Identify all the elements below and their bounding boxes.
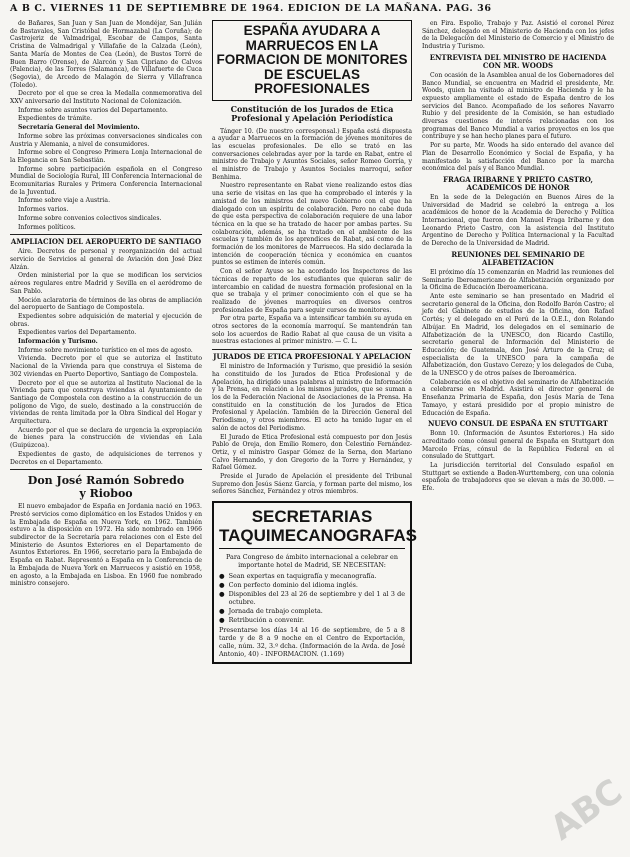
sobredo-heading-line: Don José Ramón Sobredo [27, 474, 185, 488]
bullet-icon: ● [219, 616, 225, 625]
list-item [219, 607, 405, 615]
consul-paragraph: La jurisdicción territorial del Consulado español en Stuttgart se extiende a Baden-Wurttemberg, con una colonia española de trabajadores que se elevan a más de 30.000. — Efe. [422, 462, 614, 493]
divider [10, 469, 202, 470]
aeropuerto-paragraph: Aire. Decretos de personal y reorganización del actual servicio de Servicios al general de Aviación don José Díez Alzán. [10, 248, 202, 271]
article-paragraph: Tánger 10. (De nuestro corresponsal.) España está dispuesta a ayudar a Marruecos en la formación de jóvenes monitores de las escuelas profesionales. De ello se trató en las conversaciones celebradas ayer por la tarde en Rabat, entre el ministro de Trabajo y Asuntos Sociales, señor Romeo Gorría, y el ministro de Trabajo y Asuntos Sociales marroquí, señor Benhima. [212, 127, 412, 181]
jurados-paragraph: El ministro de Información y Turismo, que presidió la sesión ha constituido de los Jurados de Etica Profesional y de Apelación, ha dirigido unas palabras al ministro de Información y la Prensa, en relación a los mismos jurados, que se suman a los de la Federación Nacional de Asociaciones de la Prensa. Ha constituido en la constitución de los Jurados de Etica Profesional y Apelación. También de la Dirección General del Periodismo, y otros miembros. El acto ha tenido lugar en el salón de actos del Periodismo. [212, 363, 412, 432]
page-header: A B C. VIERNES 11 DE SEPTIEMBRE DE 1964. EDICION DE LA MAÑANA. PAG. 36 [10, 3, 492, 14]
abc-watermark: ABC [543, 771, 630, 849]
politicos-paragraph: Informes políticos. [18, 223, 76, 231]
bullet-icon: ● [219, 590, 225, 599]
informacion-paragraph: Informe sobre movimiento turístico en el mes de agosto. [18, 346, 193, 354]
bullet-icon: ● [219, 572, 225, 581]
ad-item-text: Con perfecto dominio del idioma inglés. [228, 581, 358, 590]
jurados-paragraph: Preside el Jurado de Apelación el presidente del Tribunal Supremo don Jesús Sáenz García, y forman parte del mismo, los señores Sánchez, Fernández y otros miembros. [212, 473, 412, 496]
list-item [219, 616, 405, 624]
fraga-heading: FRAGA IRIBARNE Y PRIETO CASTRO, ACADEMICOS DE HONOR [443, 174, 593, 192]
cortes-paragraph: Informe sobre convenios colectivos sindicales. [18, 214, 162, 222]
ad-title: SECRETARIAS TAQUIMECANOGRAFAS [219, 507, 405, 549]
alfabetizacion-paragraph: El próximo día 15 comenzarán en Madrid las reuniones del Seminario Iberoamericano de Alfabetización organizado por la Oficina de Educación Iberoamericana. [422, 268, 614, 292]
ad-item-text: Retribución a convenir. [228, 616, 304, 625]
bullet-icon: ● [219, 581, 225, 590]
column-3 [422, 20, 614, 852]
informacion-paragraph: Vivienda. Decreto por el que se autoriza el Instituto Nacional de la Vivienda para que construya el Sistema de 302 viviendas en Puerto Deportivo, Santiago de Compostela. [10, 355, 202, 378]
jurados-heading: JURADOS DE ETICA PROFESIONAL Y APELACION [213, 352, 411, 362]
column-1 [10, 20, 202, 852]
alfabetizacion-paragraph: Ante este seminario se han presentado en Madrid el secretario general de la Oficina, don Rodolfo Barón Castro; el jefe del Gabinete de estudios de la Oficina, don Rafael Cortés; y el delegado en el Perú de la O.E.I., don Rolando Albújar. En Madrid, los delegados en el seminario de Alfabetización de la UNESCO, don Ricardo Castillo, secretario general de Información del Ministerio de Educación; de Guatemala, don José Arturo de la Cruz; el especialista de la UNESCO para la campaña de Alfabetización, don Gustavo Cerezo; y los delegados de Cuba, de la UNESCO y de otros países de Iberoamérica. [422, 292, 614, 378]
main-headline: ESPAÑA AYUDARA A MARRUECOS EN LA FORMACION DE MONITORES DE ESCUELAS PROFESIONALES [212, 20, 412, 101]
aeropuerto-paragraph: Orden ministerial por la que se modifican los servicios aéreos regulares entre Madrid y Sevilla en el aeródromo de San Pablo. [10, 272, 202, 295]
list-item [219, 581, 405, 589]
intro-paragraph: Expedientes de trámite. [18, 115, 93, 123]
alfabetizacion-heading: REUNIONES DEL SEMINARIO DE ALFABETIZACION [451, 249, 585, 267]
ad-item-text: Jornada de trabajo completa. [228, 607, 323, 616]
intro-paragraph: de Bañares, San Juan y San Juan de Mondéjar, San Julián de Bastavales, San Cristóbal de Hormazabal (La Coruña); de Castrojeriz de Valmadrigal, Escobar de Campos, Santa Cristina de Valmadrigal y Villafañe de la Calzada (León), Santa María de Montes de Cea (León), de Bustos Torré de Buen Barro (Orense), de Alarcón y San Cipriano de Calvos (Palencia), de las Torres (Salamanca), de Villafuerte de Cuca (Segovia), de Arcedo de Malagón de Sierra y Villafranca (Toledo). [10, 20, 202, 89]
movimiento-paragraph: Informe sobre viaje a Austria. [18, 197, 111, 205]
informacion-heading: Información y Turismo. [18, 338, 98, 346]
ad-item-text: Disponibles del 23 al 26 de septiembre y del 1 al 3 de octubre. [228, 590, 405, 607]
movimiento-paragraph: Informes varios. [18, 206, 69, 214]
aeropuerto-paragraph: Expedientes sobre adquisición de material y ejecución de obras. [10, 312, 202, 328]
consul-paragraph: Bonn 10. (Información de Asuntos Exteriores.) Ha sido acreditado como cónsul general de España en Stuttgart don Marcelo Frías, cónsul de la República Federal en el consulado de Stuttgart. [422, 430, 614, 461]
divider [212, 349, 412, 350]
top-paragraph: en Fira. Espolio, Trabajo y Paz. Asistió el coronel Pérez Sánchez, delegado en el Ministerio de Hacienda con los jefes de la Delegación del Ministerio de Comercio y el Ministro de Industria y Turismo. [422, 20, 614, 51]
sobredo-paragraph: El nuevo embajador de España en Jordania nació en 1963. Prestó servicios como diplomático en los Estados Unidos y en la Embajada de España en Nueva York, en 1962. También estuvo a la disposición en 1972. Ha sido nombrado en 1966 subdirector de la Secretaría para relaciones con el Este del Ministerio de Asuntos Exteriores en el Departamento de Asuntos Exteriores. En 1966, secretario para la Embajada de España en Rabat. Representó a España en la Conferencia de la Embajada de Nueva York en Marruecos y asistió en 1958, en agosto, a la Embajada en Lisboa. En 1960 fue nombrado ministro consejero. [10, 503, 202, 588]
movimiento-paragraph: Informe sobre el Congreso Primera Lonja Internacional de la Elegancia en San Sebastián. [10, 149, 202, 164]
movimiento-heading: Secretaría General del Movimiento. [18, 124, 140, 132]
consul-heading: NUEVO CONSUL DE ESPAÑA EN STUTTGART [428, 419, 608, 429]
sobredo-heading [10, 474, 202, 500]
jurados-paragraph: El Jurado de Etica Profesional está compuesto por don Jesús Pablo de Oreja, don Emilio Romero, don Celestino Fernández-Ortiz, y el ministro Gaspar Gómez de la Serna, don Mariano Calvo Hernando, y don Gregorio de la Torre y Hernández, y Rafael Gómez. [212, 433, 412, 472]
classified-ad [212, 501, 418, 664]
ad-item-text: Sean expertas en taquigrafía y mecanografía. [228, 572, 377, 581]
ad-intro: Para Congreso de ámbito internacional a celebrar en importante hotel de Madrid, SE NECESITAN: [226, 553, 398, 570]
aeropuerto-paragraph: Moción aclaratoria de términos de las obras de ampliación del aeropuerto de Santiago de Compostela. [10, 296, 202, 312]
alfabetizacion-paragraph: Colaboración es el objetivo del seminario de Alfabetización a celebrarse en Madrid. Asistirá el director general de Enseñanza Primaria de España, don Jesús María de Tena Tamayo, y estará presidido por el propio ministro de Educación de España. [422, 378, 614, 417]
ad-requirements-list [219, 572, 405, 624]
article-paragraph: Por otra parte, España va a intensificar también su ayuda en otros sectores de la economía marroquí. Se mantendrán tan solo los acuerdos de Radio Rabat al que causa de un visita a nuestras estaciones al primer ministro. — C. L. [212, 315, 412, 346]
divider [10, 234, 202, 235]
informacion-paragraph: Decreto por el que se autoriza al Instituto Nacional de la Vivienda para que construya viviendas al Ayuntamiento de Santiago de Compostela con destino a la construcción de un polígono de Vigo, de suelo, destinado a la construcción de viviendas de renta limitada por la Obra Sindical del Hogar y Arquitectura. [10, 379, 202, 426]
intro-paragraph: Informe sobre asuntos varios del Departamento. [18, 106, 168, 114]
column-2 [212, 20, 418, 852]
sobredo-heading-line: y Rioboo [79, 487, 133, 501]
intro-paragraph: Decreto por el que se crea la Medalla conmemorativa del XXV aniversario del Instituto Nacional de Colonización. [10, 90, 202, 106]
main-subtitle: Constitución de los Jurados de Etica Profesional y Apelación Periodística [230, 103, 394, 123]
woods-heading: ENTREVISTA DEL MINISTRO DE HACIENDA CON MR. WOODS [429, 52, 607, 70]
bullet-icon: ● [219, 607, 225, 616]
article-paragraph: Con el señor Ayuso se ha acordado los Inspectores de las técnicas de reparto de los estudiantes que quieran salir de intercambio en calidad de nuestra formación profesional en la que se trabaja y el primer conocimiento con el que se ha realizado de jóvenes marroquíes en diversos centros profesionales de España para seguir cursos de monitores. [212, 268, 412, 314]
informacion-paragraph: Acuerdo por el que se declara de urgencia la expropiación de bienes para la construcción de viviendas en Lala (Guipúzcoa). [10, 426, 202, 450]
list-item [219, 590, 405, 606]
list-item [219, 572, 405, 580]
informacion-paragraph: Expedientes de gasto, de adquisiciones de terrenos y Decretos en el Departamento. [10, 450, 202, 466]
aeropuerto-paragraph: Expedientes varios del Departamento. [18, 329, 137, 337]
ad-contact: Presentarse los días 14 al 16 de septiembre, de 5 a 8 tarde y de 8 a 9 noche en el Centro de Exportación, calle, núm. 32, 3.º dcha. (Información de la Avda. de José Antonio, 40) - INFORMACION. (1.169) [219, 626, 405, 659]
woods-paragraph: Con ocasión de la Asamblea anual de los Gobernadores del Banco Mundial, se encuentra en Madrid el presidente, Mr. Woods, quien ha visitado al ministro de Hacienda y le ha expuesto ampliamente el estado de España dentro de los servicios del Banco. Acompañado de los señores Navarro Rubio y del presidente de la Comisión, se han estudiado diversas cuestiones de interés relacionadas con los programas del Banco Mundial a varios proyectos en los que contribuye y se han hecho planes para el futuro. [422, 71, 614, 141]
aeropuerto-heading: AMPLIACION DEL AEROPUERTO DE SANTIAGO [10, 237, 202, 247]
woods-paragraph: Por su parte, Mr. Woods ha sido enterado del avance del Plan de Desarrollo Económico y Social de España, y ha manifestado la satisfacción del Banco por la marcha económica del país y el Banco Mundial. [422, 142, 614, 173]
article-paragraph: Nuestro representante en Rabat viene realizando estos días una serie de visitas en las que ha comprobado el interés y la amistad de los ministros del nuevo Gobierno con el que ha dialogado con un espíritu de colaboración. Pero no cabe duda de que esta perspectiva de colaboración requiere de una labor técnica en la que se ha tratado de hacer por ambas partes. Su colaboración, además, se ha tratado en el ambiente de las escuelas y también de los aprendices de Rabat, así como de la formación de los monitores de Marruecos. Ha sido declarada la intención de cooperación técnica y económica en cuantos puntos se estimen de interés común. [212, 182, 412, 267]
movimiento-paragraph: Informe sobre participación española en el Congreso Mundial de Sociología Rural, III Conferencia Internacional de Ecomunitarias Rurales y Primera Conferencia Internacional de la Juventud. [10, 165, 202, 196]
fraga-paragraph: En la sede de la Delegación en Buenos Aires de la Universidad de Madrid se celebró la entrega a los académicos de honor de la Academia de Derecho y Política Internacional, que fueron don Manuel Fraga Iribarne y don Leonardo Prieto Castro, con la asistencia del Instituto Argentino de Derecho y Política Internacional y la Facultad de Derecho de la Universidad de Madrid. [422, 193, 614, 248]
movimiento-paragraph: Informe sobre las próximas conversaciones sindicales con Austria y Alemania, a nivel de consumidores. [10, 132, 202, 148]
